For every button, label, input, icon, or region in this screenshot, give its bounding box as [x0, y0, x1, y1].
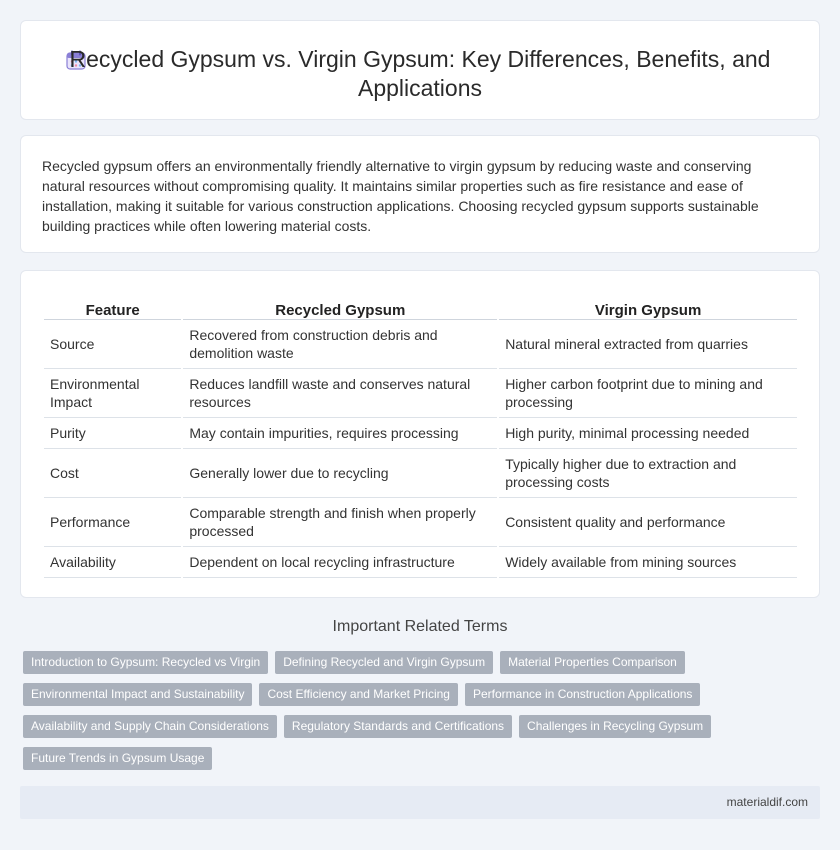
table-header-row — [44, 296, 797, 320]
table-row — [44, 498, 797, 547]
cell-virgin: Consistent quality and performance — [499, 498, 797, 547]
header-virgin: Virgin Gypsum — [499, 296, 797, 320]
table-row — [44, 418, 797, 449]
cell-recycled: Generally lower due to recycling — [183, 449, 497, 498]
page-title: Recycled Gypsum vs. Virgin Gypsum: Key Differences, Benefits, and Applications — [69, 46, 771, 101]
related-term-tag[interactable]: Introduction to Gypsum: Recycled vs Virgin — [23, 651, 268, 674]
cell-recycled: Dependent on local recycling infrastructure — [183, 547, 497, 578]
cell-feature: Performance — [44, 498, 181, 547]
table-row — [44, 449, 797, 498]
intro-card — [20, 135, 820, 253]
related-term-tag[interactable]: Defining Recycled and Virgin Gypsum — [275, 651, 493, 674]
cell-virgin: Natural mineral extracted from quarries — [499, 320, 797, 369]
cell-recycled: Reduces landfill waste and conserves natural resources — [183, 369, 497, 418]
cell-recycled: Comparable strength and finish when properly processed — [183, 498, 497, 547]
comparison-card — [20, 270, 820, 598]
related-term-tag[interactable]: Environmental Impact and Sustainability — [23, 683, 252, 706]
header-recycled: Recycled Gypsum — [183, 296, 497, 320]
cell-feature: Availability — [44, 547, 181, 578]
table-row — [44, 369, 797, 418]
cell-recycled: May contain impurities, requires processing — [183, 418, 497, 449]
footer — [20, 786, 820, 819]
cell-virgin: High purity, minimal processing needed — [499, 418, 797, 449]
header-feature: Feature — [44, 296, 181, 320]
header-card — [20, 20, 820, 120]
related-term-tag[interactable]: Future Trends in Gypsum Usage — [23, 747, 212, 770]
intro-paragraph: Recycled gypsum offers an environmentally friendly alternative to virgin gypsum by reducing waste and conserving natural resources without compromising quality. It maintains similar properties such as fire resistance and ease of installation, making it suitable for various construction applications. Choosing recycled gypsum supports sustainable building practices while often lowering material costs. — [42, 158, 759, 234]
cell-feature: Purity — [44, 418, 181, 449]
related-term-tag[interactable]: Material Properties Comparison — [500, 651, 685, 674]
table-row — [44, 547, 797, 578]
cell-feature: Cost — [44, 449, 181, 498]
related-term-tag[interactable]: Challenges in Recycling Gypsum — [519, 715, 711, 738]
footer-site-link[interactable]: materialdif.com — [726, 795, 808, 809]
cell-recycled: Recovered from construction debris and demolition waste — [183, 320, 497, 369]
table-row — [44, 320, 797, 369]
comparison-table — [42, 296, 799, 578]
related-terms-list — [23, 651, 813, 770]
related-terms-title: Important Related Terms — [332, 618, 508, 635]
cell-virgin: Widely available from mining sources — [499, 547, 797, 578]
cell-virgin: Typically higher due to extraction and processing costs — [499, 449, 797, 498]
cell-feature: Source — [44, 320, 181, 369]
cell-feature: Environmental Impact — [44, 369, 181, 418]
related-term-tag[interactable]: Regulatory Standards and Certifications — [284, 715, 512, 738]
related-term-tag[interactable]: Performance in Construction Applications — [465, 683, 700, 706]
cell-virgin: Higher carbon footprint due to mining and processing — [499, 369, 797, 418]
related-term-tag[interactable]: Cost Efficiency and Market Pricing — [259, 683, 458, 706]
related-term-tag[interactable]: Availability and Supply Chain Considerations — [23, 715, 277, 738]
